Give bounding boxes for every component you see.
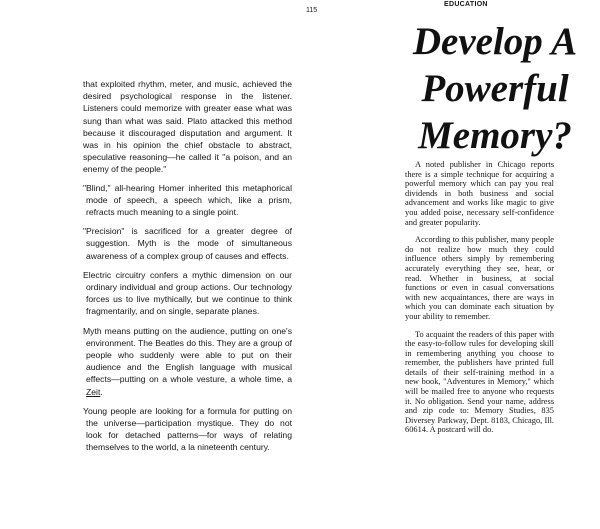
section-label: EDUCATION	[444, 1, 488, 8]
headline-line: Memory?	[418, 114, 572, 157]
ad-paragraph: According to this publisher, many people do not realize how much they could influence others simply by remembering accurately everything they see, hear, or read. Whether in business, at social functions or even in casual conversations with new acquaintances, there are ways in which you can dominate each situation by your ability to remember.	[405, 235, 554, 321]
zeit-word: Zeit	[86, 386, 101, 397]
ad-paragraph: A noted publisher in Chicago reports there is a simple technique for acquiring a powerful memory which can pay you real dividends in both business and social advancement and works like magic to give you added poise, necessary self-confidence and greater popularity.	[405, 160, 554, 227]
article-paragraph-with-zeit	[83, 325, 292, 398]
article-paragraph-text: Myth means putting on the audience, putting on one's environment. The Beatles do this. They are a group of people who suddenly were able to put on their audience and the English language with musical effects—putting on a whole vesture, a whole time, a	[83, 325, 292, 385]
headline-line: Powerful	[421, 67, 569, 110]
zeit-period: .	[100, 386, 103, 397]
article-column	[83, 78, 292, 461]
article-paragraph: that exploited rhythm, meter, and music, achieved the desired psychological response in the listener. Listeners could memorize with greater ease what was sung than what was said. Plato attacked this method because it discouraged disputation and argument. It was in his opinion the chief obstacle to abstract, speculative reasoning—he called it "a poison, and an enemy of the people."	[83, 79, 292, 175]
article-paragraph: "Precision" is sacrificed for a greater degree of suggestion. Myth is the mode of simultaneous awareness of a complex group of causes and effects.	[83, 226, 292, 261]
headline-line: Develop A	[412, 20, 578, 63]
ad-headline	[395, 18, 595, 159]
article-paragraph: Electric circuitry confers a mythic dimension on our ordinary individual and group actions. Our technology forces us to live mythically, but we continue to think fragmentarily, and on single, separate planes.	[83, 269, 292, 317]
article-paragraph: Young people are looking for a formula for putting on the universe—participation mystique. They do not look for detached patterns—for ways of relating themselves to the world, a la nineteenth century.	[83, 405, 292, 453]
page-number: 115	[306, 7, 318, 14]
article-paragraph: "Blind," all-hearing Homer inherited this metaphorical mode of speech, a speech which, like a prism, refracts much meaning to a single point.	[83, 182, 292, 218]
ad-body	[405, 160, 554, 443]
ad-paragraph: To acquaint the readers of this paper with the easy-to-follow rules for developing skill in remembering anything you choose to remember, the publishers have printed full details of their self-training method in a new book, "Adventures in Memory," which will be mailed free to anyone who requests it. No obligation. Send your name, address and zip code to: Memory Studies, 835 Diversey Parkway, Dept. 8183, Chicago, Ill. 60614. A postcard will do.	[405, 329, 554, 435]
